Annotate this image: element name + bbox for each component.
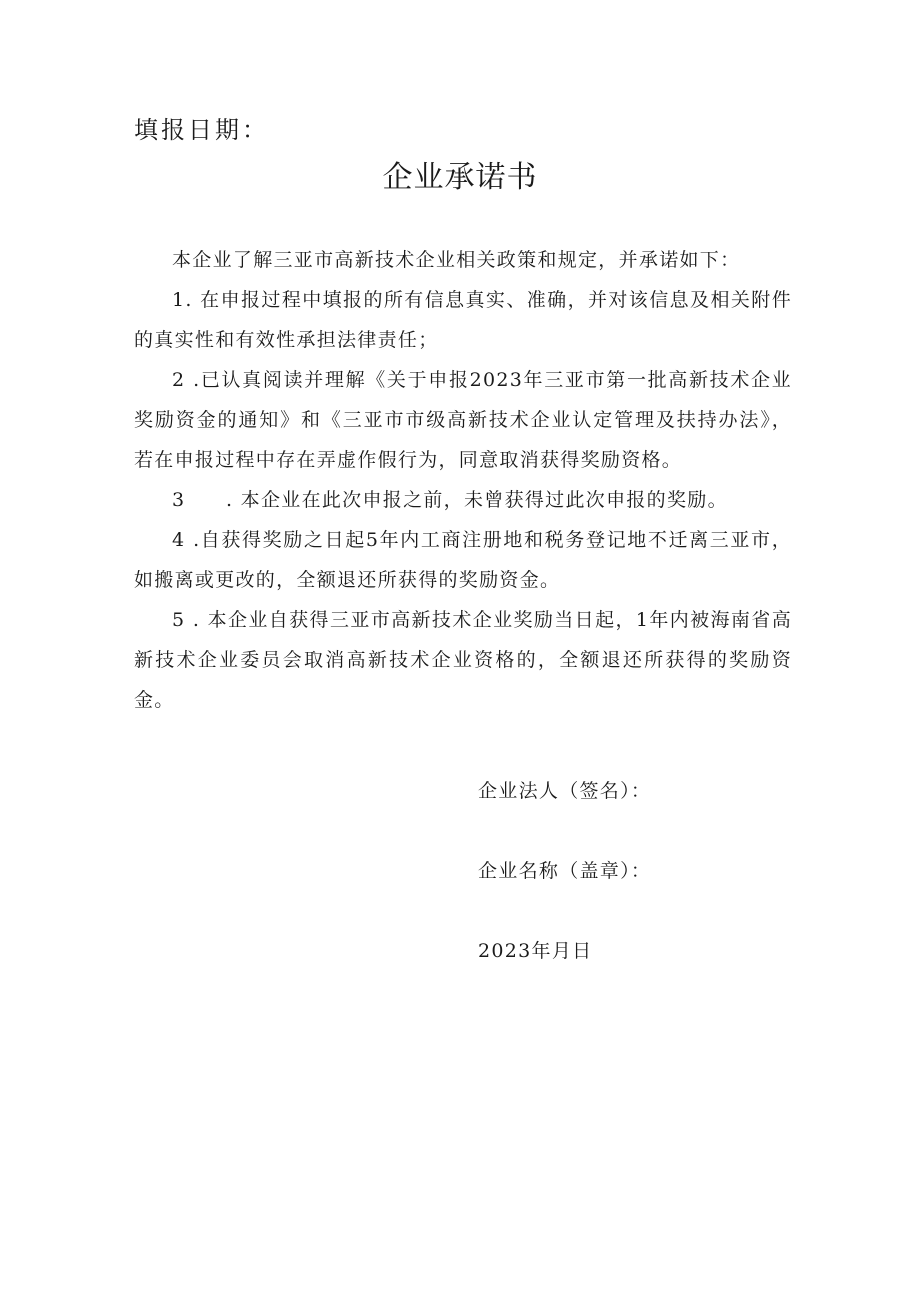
- legal-person-signature-label: 企业法人（签名）：: [478, 780, 652, 802]
- fill-date-label: 填报日期：: [134, 116, 269, 144]
- document-body: [134, 240, 792, 720]
- commitment-item-3: 3 . 本企业在此次申报之前，未曾获得过此次申报的奖励。: [172, 489, 728, 511]
- commitment-item-1: 1. 在申报过程中填报的所有信息真实、准确，并对该信息及相关附件的真实性和有效性承担法律责任；: [134, 289, 792, 351]
- signature-date: 2023年月日: [478, 940, 593, 962]
- document-title: 企业承诺书: [382, 160, 538, 195]
- commitment-item-4: 4 .自获得奖励之日起5年内工商注册地和税务登记地不迁离三亚市，如搬离或更改的，全额退还所获得的奖励资金。: [134, 529, 792, 591]
- intro-paragraph: 本企业了解三亚市高新技术企业相关政策和规定，并承诺如下：: [172, 249, 741, 271]
- commitment-item-5: 5 . 本企业自获得三亚市高新技术企业奖励当日起，1年内被海南省高新技术企业委员会取消高新技术企业资格的，全额退还所获得的奖励资金。: [134, 609, 792, 711]
- commitment-item-2: 2 .已认真阅读并理解《关于申报2023年三亚市第一批高新技术企业奖励资金的通知》和《三亚市市级高新技术企业认定管理及扶持办法》，若在申报过程中存在弄虚作假行为，同意取消获得奖励资格。: [134, 369, 792, 471]
- company-name-seal-label: 企业名称（盖章）：: [478, 860, 652, 882]
